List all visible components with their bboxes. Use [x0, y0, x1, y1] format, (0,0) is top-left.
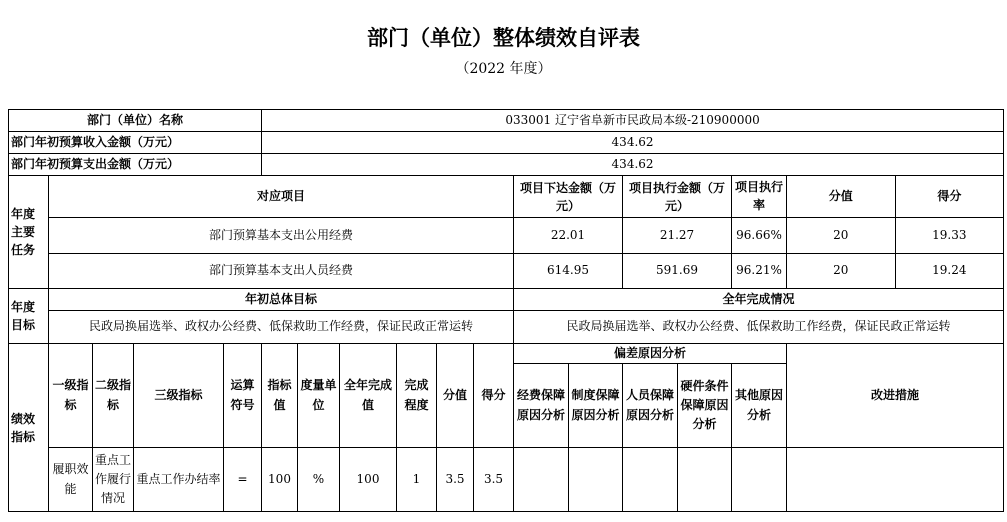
tasks-score-cells	[787, 176, 1004, 218]
task-allocated: 22.01	[514, 218, 623, 254]
indicator-score: 3.5	[474, 448, 514, 512]
indicator-level3: 重点工作办结率	[134, 448, 224, 512]
task-rate: 96.21%	[732, 254, 787, 289]
income-label: 部门年初预算收入金额（万元）	[9, 132, 262, 154]
page-title: 部门（单位）整体绩效自评表	[367, 26, 640, 50]
indicator-score-value: 3.5	[437, 448, 474, 512]
task-row	[9, 254, 1004, 289]
indicator-actual: 100	[340, 448, 397, 512]
task-score-value: 20	[787, 254, 896, 288]
dept-name-value: 033001 辽宁省阜新市民政局本级-210900000	[262, 110, 1004, 132]
indicator-level2: 重点工作履行情况	[93, 448, 134, 512]
goals-section-label: 年度目标	[9, 289, 49, 344]
task-allocated: 614.95	[514, 254, 623, 289]
indicator-degree: 1	[397, 448, 437, 512]
tasks-section-label: 年度主要任务	[9, 176, 49, 289]
dept-name-label: 部门（单位）名称	[9, 110, 262, 132]
indicator-dev-system	[569, 448, 623, 512]
task-executed: 21.27	[623, 218, 732, 254]
task-score: 19.24	[932, 263, 967, 278]
indicator-dev-funding	[514, 448, 569, 512]
col-degree: 完成程度	[397, 344, 437, 448]
col-dev-hardware: 硬件条件保障原因分析	[678, 364, 732, 448]
indicator-row	[9, 448, 1004, 512]
col-operator: 运算符号	[224, 344, 262, 448]
expense-value: 434.62	[262, 154, 1004, 176]
task-row	[9, 218, 1004, 254]
income-row	[9, 132, 1004, 154]
tasks-col-score-value: 分值	[787, 176, 896, 217]
page-subtitle: （2022 年度）	[455, 61, 552, 77]
indicator-dev-staff	[623, 448, 678, 512]
col-level1: 一级指标	[49, 344, 93, 448]
tasks-col-executed: 项目执行金额（万元）	[623, 176, 732, 218]
indicator-dev-hardware	[678, 448, 732, 512]
tasks-col-score: 得分	[937, 188, 962, 203]
task-item: 部门预算基本支出公用经费	[49, 218, 514, 254]
indicator-operator: =	[224, 448, 262, 512]
goals-completion-text: 民政局换届选举、政权办公经费、低保救助工作经费，保证民政正常运转	[514, 311, 1004, 344]
income-value: 434.62	[262, 132, 1004, 154]
task-score-cells	[787, 254, 1004, 289]
evaluation-table	[8, 109, 1004, 512]
col-level2: 二级指标	[93, 344, 134, 448]
goals-initial-header: 年初总体目标	[49, 289, 514, 311]
indicator-improvement	[787, 448, 1004, 512]
goals-completion-header: 全年完成情况	[514, 289, 1004, 311]
col-improvement: 改进措施	[787, 344, 1004, 448]
indicator-unit: %	[298, 448, 340, 512]
goals-header-row	[9, 289, 1004, 311]
tasks-col-item: 对应项目	[49, 176, 514, 218]
col-actual: 全年完成值	[340, 344, 397, 448]
col-dev-funding: 经费保障原因分析	[514, 364, 569, 448]
task-executed: 591.69	[623, 254, 732, 289]
task-rate: 96.66%	[732, 218, 787, 254]
indicator-dev-other	[732, 448, 787, 512]
task-item: 部门预算基本支出人员经费	[49, 254, 514, 289]
indicator-target: 100	[262, 448, 298, 512]
goals-initial-text: 民政局换届选举、政权办公经费、低保救助工作经费，保证民政正常运转	[49, 311, 514, 344]
col-level3: 三级指标	[134, 344, 224, 448]
col-score: 得分	[474, 344, 514, 448]
col-dev-other: 其他原因分析	[732, 364, 787, 448]
col-unit: 度量单位	[298, 344, 340, 448]
dept-name-row	[9, 110, 1004, 132]
goals-text-row	[9, 311, 1004, 344]
col-dev-staff: 人员保障原因分析	[623, 364, 678, 448]
tasks-col-rate: 项目执行率	[732, 176, 787, 218]
task-score: 19.33	[932, 227, 967, 242]
col-dev-system: 制度保障原因分析	[569, 364, 623, 448]
expense-row	[9, 154, 1004, 176]
col-deviation-group: 偏差原因分析	[514, 344, 787, 364]
expense-label: 部门年初预算支出金额（万元）	[9, 154, 262, 176]
indicators-group-row	[9, 344, 1004, 364]
task-score-value: 20	[787, 218, 896, 253]
col-target: 指标值	[262, 344, 298, 448]
tasks-header-row	[9, 176, 1004, 218]
col-score-value: 分值	[437, 344, 474, 448]
task-score-cells	[787, 218, 1004, 254]
indicators-section-label: 绩效指标	[9, 344, 49, 512]
indicator-level1: 履职效能	[49, 448, 93, 512]
tasks-col-allocated: 项目下达金额（万元）	[514, 176, 623, 218]
